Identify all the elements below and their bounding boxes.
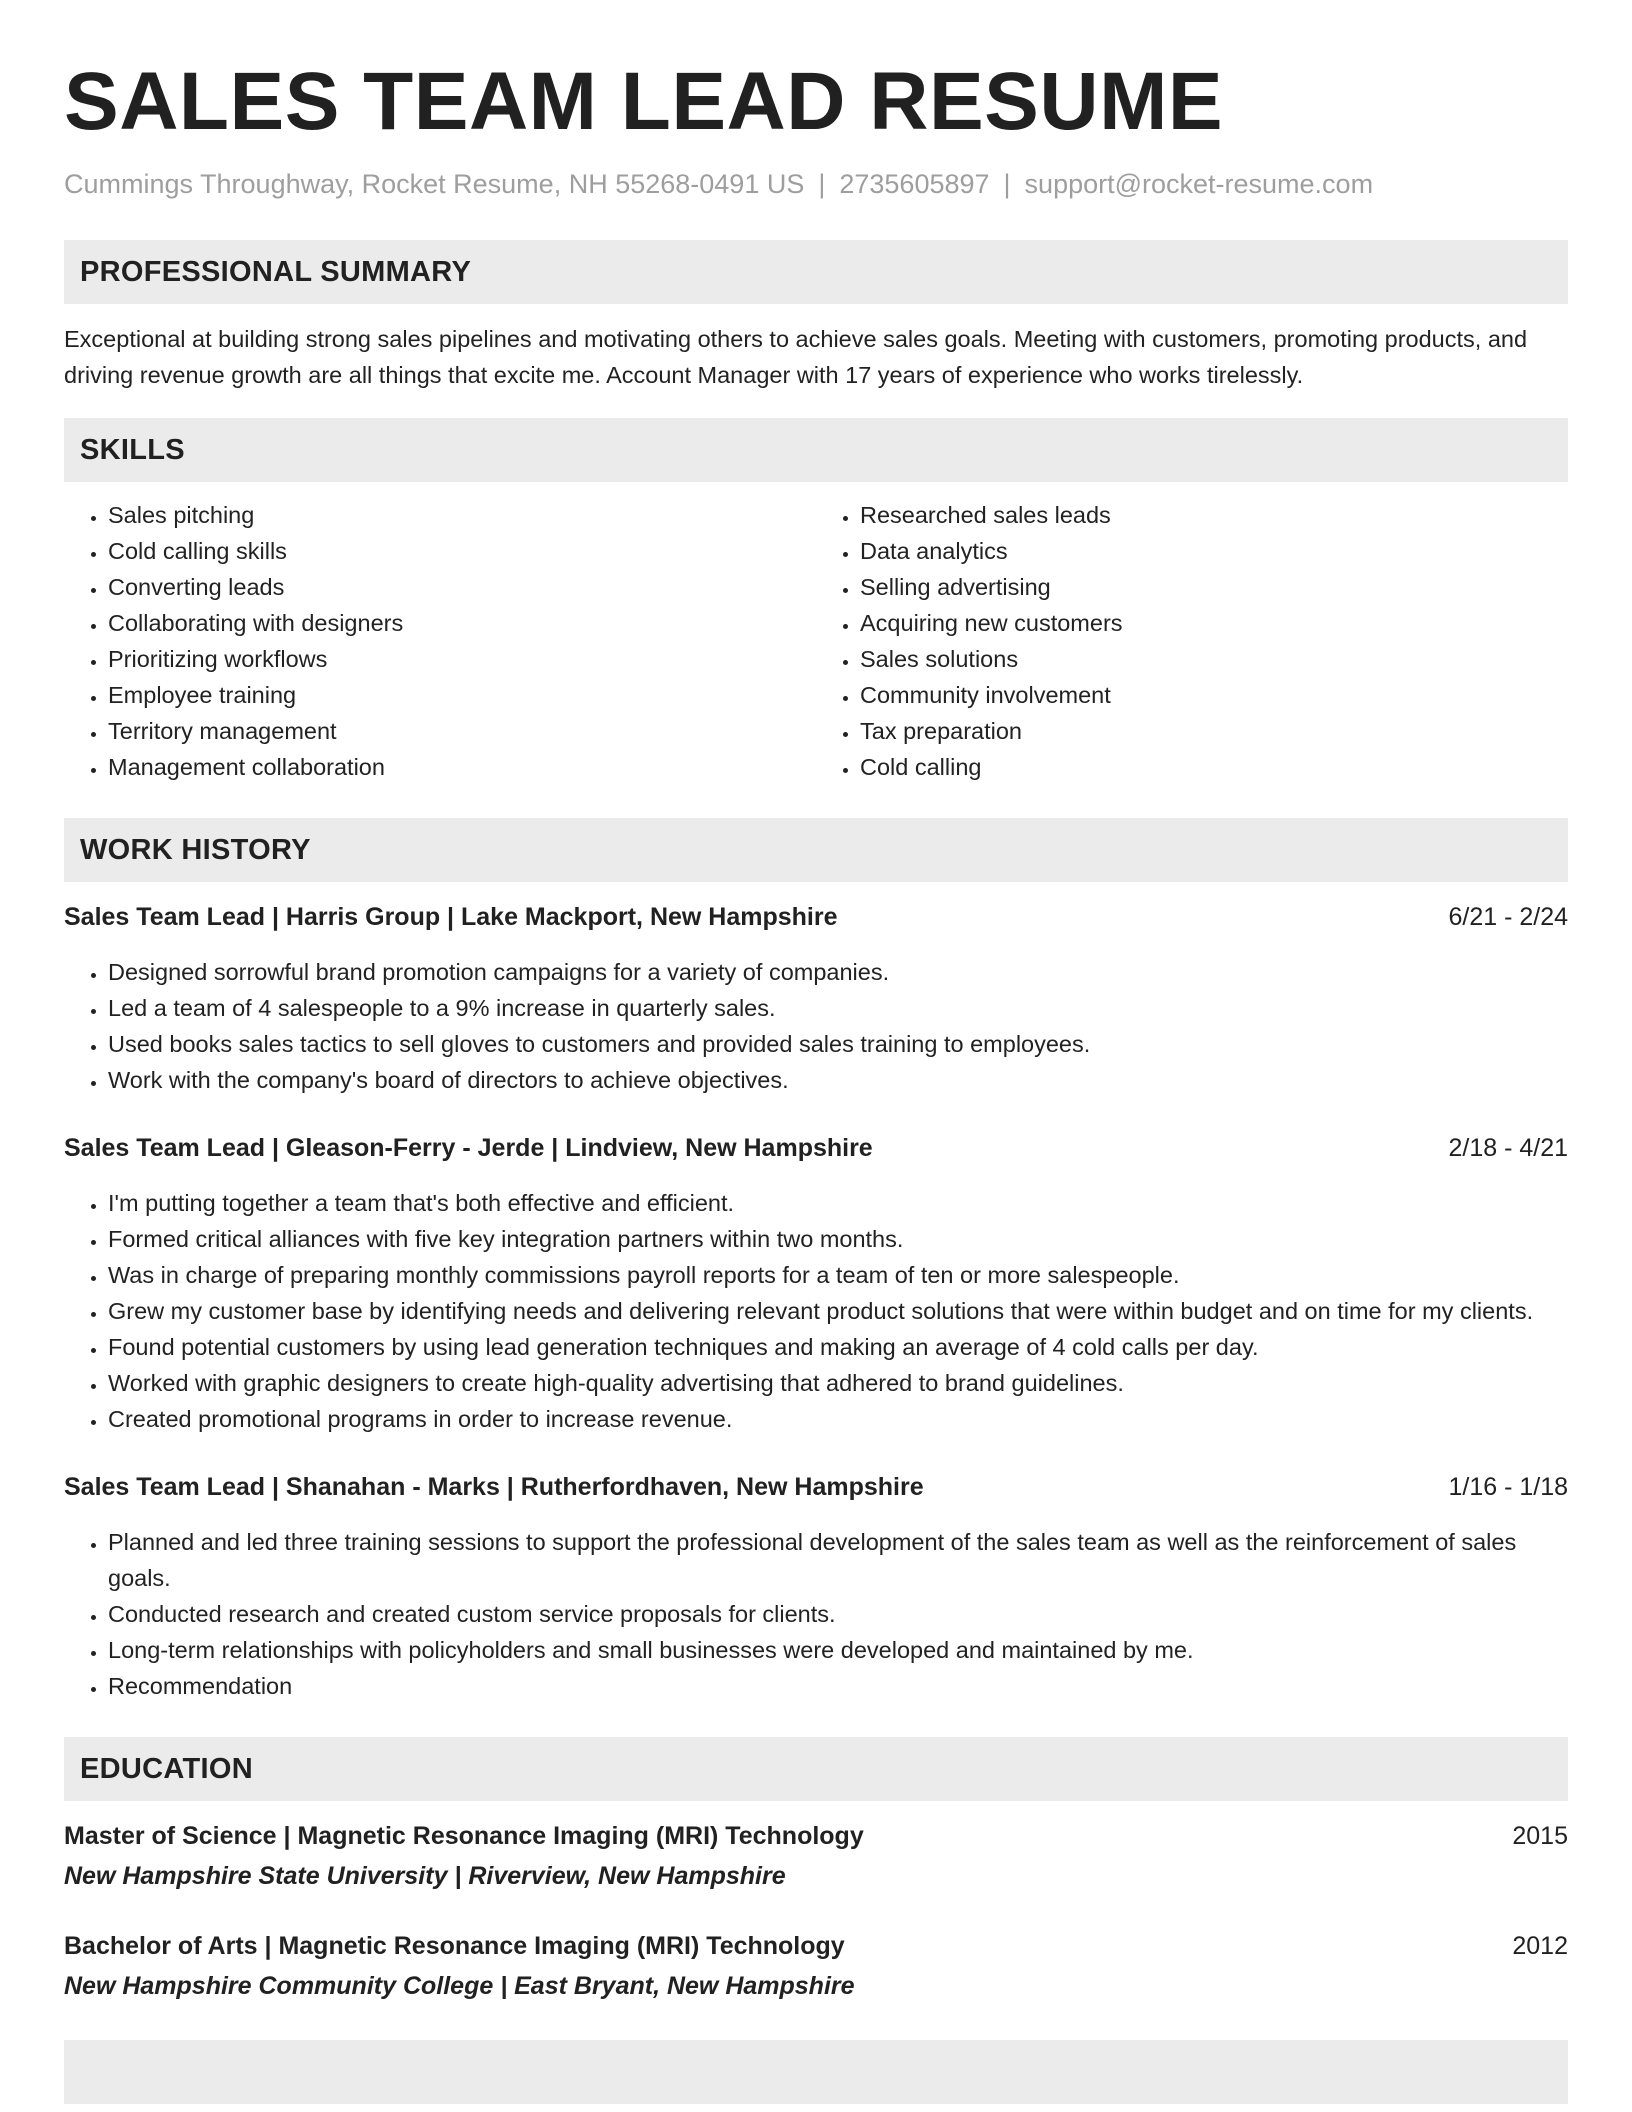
skill-item: • Cold calling skills: [108, 533, 816, 569]
job-bullet: • Designed sorrowful brand promotion campaigns for a variety of companies.: [108, 954, 1568, 990]
skill-item: • Cold calling: [860, 749, 1568, 785]
job-bullets: [64, 1524, 1568, 1704]
job-entry: [64, 899, 1568, 1098]
summary-text: Exceptional at building strong sales pipelines and motivating others to achieve sales goals. Meeting with customers, promoting products, and driving revenue growth are all things that excite me. Account Manager with 17 years of experience who works tirelessly.: [64, 326, 1528, 388]
job-bullet: • Formed critical alliances with five key integration partners within two months.: [108, 1221, 1568, 1257]
skill-item: • Sales pitching: [108, 497, 816, 533]
job-entry: [64, 1469, 1568, 1704]
skill-item: • Tax preparation: [860, 713, 1568, 749]
skill-item: • Data analytics: [860, 533, 1568, 569]
job-dates: 2/18 - 4/21: [1448, 1134, 1568, 1162]
separator: |: [818, 169, 826, 199]
job-title: Sales Team Lead | Shanahan - Marks | Rutherfordhaven, New Hampshire: [64, 1473, 924, 1501]
job-entry: [64, 1130, 1568, 1437]
skill-item: • Converting leads: [108, 569, 816, 605]
job-bullet: • Created promotional programs in order to increase revenue.: [108, 1401, 1568, 1437]
job-title: Sales Team Lead | Gleason-Ferry - Jerde | Lindview, New Hampshire: [64, 1134, 873, 1162]
email-link[interactable]: support@rocket-resume.com: [1024, 169, 1374, 199]
skill-item: • Employee training: [108, 677, 816, 713]
job-bullet: • Led a team of 4 salespeople to a 9% increase in quarterly sales.: [108, 990, 1568, 1026]
address: Cummings Throughway, Rocket Resume, NH 55268-0491 US: [64, 169, 805, 199]
skill-item: • Selling advertising: [860, 569, 1568, 605]
job-header: [64, 1469, 1568, 1505]
job-title: Sales Team Lead | Harris Group | Lake Mackport, New Hampshire: [64, 903, 838, 931]
job-dates: 6/21 - 2/24: [1448, 903, 1568, 931]
education-entry: [64, 1928, 1568, 2004]
section-heading-summary: PROFESSIONAL SUMMARY: [64, 240, 1568, 304]
skill-item: • Territory management: [108, 713, 816, 749]
skills-columns: [64, 497, 1568, 785]
skill-item: • Collaborating with designers: [108, 605, 816, 641]
job-bullet: • Long-term relationships with policyholders and small businesses were developed and maintained by me.: [108, 1632, 1568, 1668]
phone: 2735605897: [839, 169, 990, 199]
education-entry: [64, 1818, 1568, 1894]
skill-item: • Prioritizing workflows: [108, 641, 816, 677]
skill-item: • Management collaboration: [108, 749, 816, 785]
job-header: [64, 899, 1568, 935]
separator: |: [1003, 169, 1011, 199]
skill-item: • Acquiring new customers: [860, 605, 1568, 641]
job-bullet: • Found potential customers by using lead generation techniques and making an average of 4 cold calls per day.: [108, 1329, 1568, 1365]
job-bullet: • Conducted research and created custom service proposals for clients.: [108, 1596, 1568, 1632]
job-bullet: • Planned and led three training sessions to support the professional development of the sales team as well as the reinforcement of sales goals.: [108, 1524, 1568, 1596]
job-bullet: • Recommendation: [108, 1668, 1568, 1704]
resume-page: [64, 52, 1568, 2104]
section-heading-next: [64, 2040, 1568, 2104]
job-bullet: • Was in charge of preparing monthly commissions payroll reports for a team of ten or more salespeople.: [108, 1257, 1568, 1293]
job-bullet: • Grew my customer base by identifying needs and delivering relevant product solutions that were within budget and on time for my clients.: [108, 1293, 1568, 1329]
school: New Hampshire State University | Riverview, New Hampshire: [64, 1862, 786, 1890]
degree: Bachelor of Arts | Magnetic Resonance Imaging (MRI) Technology: [64, 1932, 845, 1960]
job-bullet: • Worked with graphic designers to create high-quality advertising that adhered to brand guidelines.: [108, 1365, 1568, 1401]
skill-item: • Sales solutions: [860, 641, 1568, 677]
degree: Master of Science | Magnetic Resonance Imaging (MRI) Technology: [64, 1822, 864, 1850]
education-header: [64, 1818, 1568, 1854]
section-heading-education: EDUCATION: [64, 1737, 1568, 1801]
graduation-year: 2012: [1512, 1932, 1568, 1960]
skills-list-left: [64, 497, 816, 785]
job-bullets: [64, 954, 1568, 1098]
school: New Hampshire Community College | East Bryant, New Hampshire: [64, 1972, 855, 2000]
skill-item: • Community involvement: [860, 677, 1568, 713]
job-dates: 1/16 - 1/18: [1448, 1473, 1568, 1501]
job-header: [64, 1130, 1568, 1166]
job-bullet: • Used books sales tactics to sell gloves to customers and provided sales training to employees.: [108, 1026, 1568, 1062]
skill-item: • Researched sales leads: [860, 497, 1568, 533]
job-bullets: [64, 1185, 1568, 1437]
skills-list-right: [816, 497, 1568, 785]
job-bullet: • I'm putting together a team that's both effective and efficient.: [108, 1185, 1568, 1221]
resume-title: SALES TEAM LEAD RESUME: [64, 56, 1224, 147]
section-heading-skills: SKILLS: [64, 418, 1568, 482]
section-heading-work-history: WORK HISTORY: [64, 818, 1568, 882]
job-bullet: • Work with the company's board of directors to achieve objectives.: [108, 1062, 1568, 1098]
education-header: [64, 1928, 1568, 1964]
contact-line: [64, 166, 1568, 202]
graduation-year: 2015: [1512, 1822, 1568, 1850]
